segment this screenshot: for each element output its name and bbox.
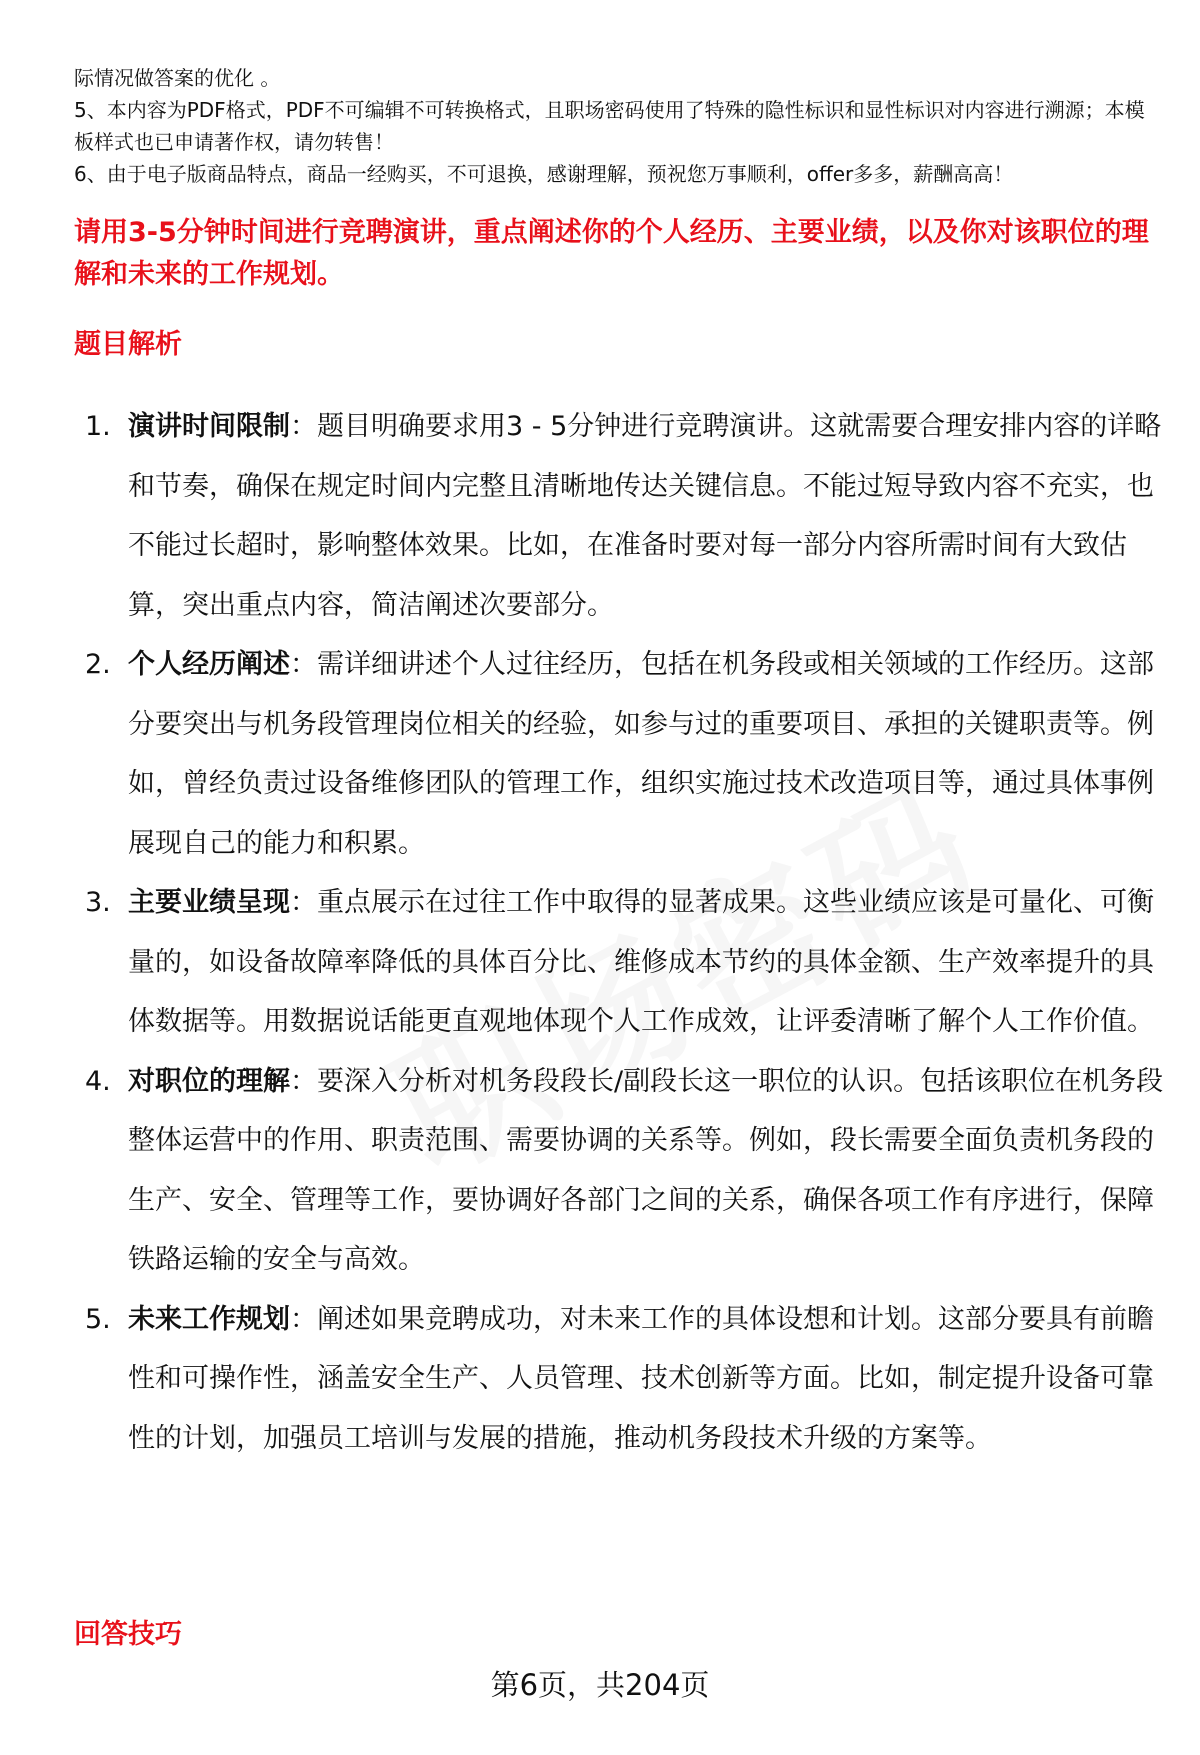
item-text: 要深入分析对机务段段长/副段长这一职位的认识。包括该职位在机务段整体运营中的作用、职责范围、需要协调的关系等。例如，段长需要全面负责机务段的生产、安全、管理等工作，要协调好各部门之间的关系，确保各项工作有序进行，保障铁路运输的安全与高效。 [128, 1065, 1164, 1275]
item-number: 1. [85, 411, 111, 442]
note-line: 5、本内容为PDF格式，PDF不可编辑不可转换格式，且职场密码使用了特殊的隐性标识和显性标识对内容进行溯源；本模板样式也已申请著作权，请勿转售！ [74, 98, 1145, 154]
item-term: 未来工作规划 [128, 1303, 290, 1335]
list-item [74, 873, 1164, 1052]
item-text: 重点展示在过往工作中取得的显著成果。这些业绩应该是可量化、可衡量的，如设备故障率降低的具体百分比、维修成本节约的具体金额、生产效率提升的具体数据等。用数据说话能更直观地体现个人工作成效，让评委清晰了解个人工作价值。 [128, 887, 1154, 1037]
analysis-list [74, 397, 1164, 1468]
question-text: 请用3-5分钟时间进行竞聘演讲，重点阐述你的个人经历、主要业绩，以及你对该职位的理解和未来的工作规划。 [74, 217, 1149, 290]
item-number: 4. [85, 1065, 111, 1097]
note-line: 际情况做答案的优化 。 [74, 66, 281, 90]
notes-block [74, 62, 1164, 190]
analysis-section-title: 题目解析 [74, 329, 182, 360]
tips-section-title: 回答技巧 [74, 1619, 182, 1650]
item-number: 3. [85, 887, 111, 918]
item-term: 主要业绩呈现 [128, 887, 290, 918]
item-separator: ： [290, 1303, 317, 1335]
item-term: 演讲时间限制 [128, 411, 290, 442]
item-number: 5. [85, 1303, 111, 1335]
item-term: 个人经历阐述 [128, 649, 290, 680]
item-term: 对职位的理解 [128, 1065, 290, 1097]
item-separator: ： [290, 649, 317, 680]
list-item [74, 397, 1164, 635]
note-line: 6、由于电子版商品特点，商品一经购买，不可退换，感谢理解，预祝您万事顺利，offer多多，薪酬高高！ [74, 162, 1014, 186]
item-separator: ： [290, 411, 317, 442]
list-item [74, 1052, 1164, 1290]
page-number: 第6页，共204页 [490, 1668, 710, 1702]
item-separator: ： [290, 1065, 317, 1097]
list-item [74, 635, 1164, 873]
item-number: 2. [85, 649, 111, 680]
item-text: 需详细讲述个人过往经历，包括在机务段或相关领域的工作经历。这部分要突出与机务段管理岗位相关的经验，如参与过的重要项目、承担的关键职责等。例如，曾经负责过设备维修团队的管理工作，组织实施过技术改造项目等，通过具体事例展现自己的能力和积累。 [128, 649, 1154, 859]
item-text: 题目明确要求用3 - 5分钟进行竞聘演讲。这就需要合理安排内容的详略和节奏，确保在规定时间内完整且清晰地传达关键信息。不能过短导致内容不充实，也不能过长超时，影响整体效果。比如，在准备时要对每一部分内容所需时间有大致估算，突出重点内容，简洁阐述次要部分。 [128, 411, 1162, 621]
list-item [74, 1290, 1164, 1469]
item-text: 阐述如果竞聘成功，对未来工作的具体设想和计划。这部分要具有前瞻性和可操作性，涵盖安全生产、人员管理、技术创新等方面。比如，制定提升设备可靠性的计划，加强员工培训与发展的措施，推动机务段技术升级的方案等。 [128, 1303, 1154, 1454]
item-separator: ： [290, 887, 317, 918]
